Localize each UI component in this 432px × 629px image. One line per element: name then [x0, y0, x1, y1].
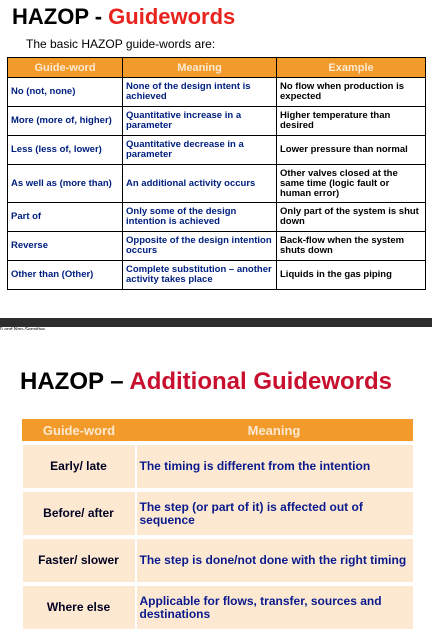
cell-guideword: No (not, none)	[8, 78, 123, 107]
table-row	[8, 107, 426, 136]
table-row	[8, 165, 426, 203]
table-row	[23, 537, 413, 584]
cell-meaning: None of the design intent is achieved	[123, 78, 277, 107]
cell-guideword: Other than (Other)	[8, 261, 123, 290]
table-row	[8, 78, 426, 107]
slide-additional-guidewords	[0, 330, 432, 621]
slide-divider	[0, 318, 432, 327]
table-row	[8, 203, 426, 232]
cell-meaning: The step is done/not done with the right timing	[136, 537, 413, 584]
header-meaning: Meaning	[136, 420, 413, 444]
cell-example: Lower pressure than normal	[277, 136, 426, 165]
header-guideword: Guide-word	[23, 420, 136, 444]
cell-meaning: The timing is different from the intention	[136, 443, 413, 490]
slide-subtitle: The basic HAZOP guide-words are:	[26, 37, 216, 51]
cell-example: No flow when production is expected	[277, 78, 426, 107]
cell-guideword: Early/ late	[23, 443, 136, 490]
cell-example: Higher temperature than desired	[277, 107, 426, 136]
cell-example: Other valves closed at the same time (logic fault or human error)	[277, 165, 426, 203]
cell-guideword: Less (less of, lower)	[8, 136, 123, 165]
cell-meaning: Opposite of the design intention occurs	[123, 232, 277, 261]
cell-meaning: An additional activity occurs	[123, 165, 277, 203]
cell-example: Only part of the system is shut down	[277, 203, 426, 232]
header-guideword: Guide-word	[8, 58, 123, 78]
cell-meaning: The step (or part of it) is affected out of sequence	[136, 490, 413, 537]
cell-meaning: Quantitative decrease in a parameter	[123, 136, 277, 165]
cell-guideword: As well as (more than)	[8, 165, 123, 203]
slide-title	[20, 368, 392, 396]
table-row	[8, 261, 426, 290]
cell-meaning: Applicable for flows, transfer, sources and destinations	[136, 584, 413, 629]
slide-title	[12, 4, 235, 30]
title-accent: Additional Guidewords	[129, 368, 393, 395]
table-row	[23, 584, 413, 629]
cell-guideword: Before/ after	[23, 490, 136, 537]
cell-meaning: Quantitative increase in a parameter	[123, 107, 277, 136]
cell-meaning: Complete substitution – another activity takes place	[123, 261, 277, 290]
table-header-row	[23, 420, 413, 444]
header-meaning: Meaning	[123, 58, 277, 78]
header-example: Example	[277, 58, 426, 78]
cell-guideword: Part of	[8, 203, 123, 232]
guidewords-table	[7, 57, 426, 290]
cell-guideword: Reverse	[8, 232, 123, 261]
table-header-row	[8, 58, 426, 78]
cell-guideword: More (more of, higher)	[8, 107, 123, 136]
title-prefix: HAZOP -	[12, 4, 109, 29]
title-accent: Guidewords	[108, 4, 236, 29]
table-row	[8, 232, 426, 261]
title-prefix: HAZOP –	[20, 368, 130, 395]
cell-meaning: Only some of the design intention is achieved	[123, 203, 277, 232]
cell-guideword: Faster/ slower	[23, 537, 136, 584]
table-row	[8, 136, 426, 165]
cell-example: Liquids in the gas piping	[277, 261, 426, 290]
table-row	[23, 490, 413, 537]
cell-example: Back-flow when the system shuts down	[277, 232, 426, 261]
cell-guideword: Where else	[23, 584, 136, 629]
additional-guidewords-table	[22, 419, 413, 629]
table-row	[23, 443, 413, 490]
